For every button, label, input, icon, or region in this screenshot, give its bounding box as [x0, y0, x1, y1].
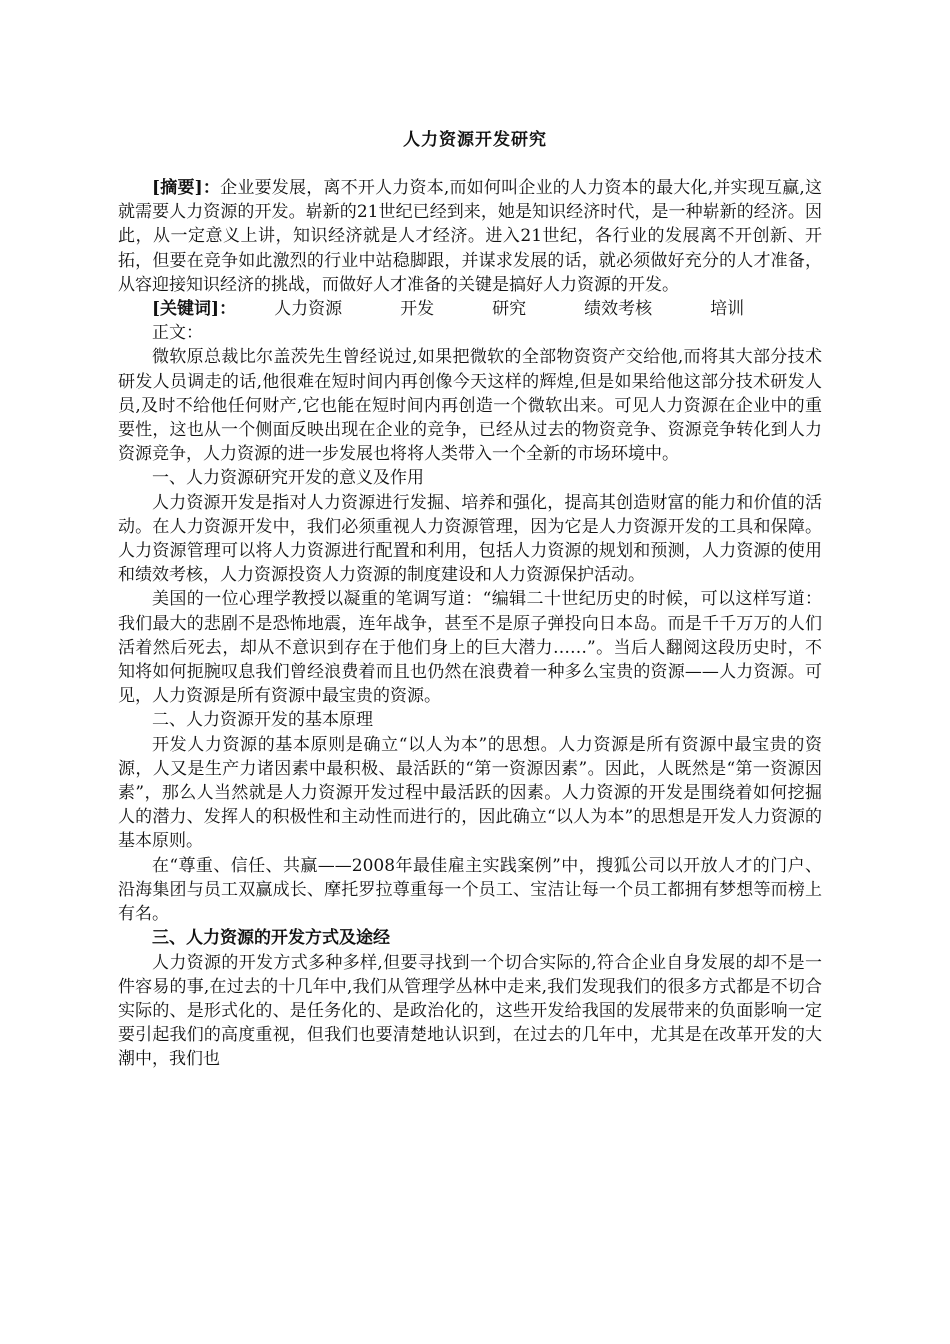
keyword-item: 培训: [710, 299, 745, 320]
keyword-item: 绩效考核: [584, 299, 653, 320]
document-body: [118, 176, 822, 1072]
section1-paragraph: 美国的一位心理学教授以凝重的笔调写道：“编辑二十世纪历史的时候，可以这样写道：我们最大的悲剧不是恐怖地震，连年战争，甚至不是原子弹投向日本岛。而是千千万万的人们活着然后死去，却从不意识到存在于他们身上的巨大潜力……”。当后人翻阅这段历史时，不知将如何扼腕叹息我们曾经浪费着而且也仍然在浪费着一种多么宝贵的资源——人力资源。可见，人力资源是所有资源中最宝贵的资源。: [118, 589, 822, 707]
intro-paragraph: 微软原总裁比尔盖茨先生曾经说过,如果把微软的全部物资资产交给他,而将其大部分技术研发人员调走的话,他很难在短时间内再创像今天这样的辉煌,但是如果给他这部分技术研发人员,及时不给他任何财产,它也能在短时间内再创造一个微软出来。可见人力资源在企业中的重要性，这也从一个侧面反映出现在企业的竞争，已经从过去的物资竞争、资源竞争转化到人力资源竞争，人力资源的进一步发展也将将人类带入一个全新的市场环境中。: [118, 347, 822, 465]
section-heading-3: 三、人力资源的开发方式及途经: [152, 928, 390, 949]
section1-paragraph: 人力资源开发是指对人力资源进行发掘、培养和强化，提高其创造财富的能力和价值的活动。在人力资源开发中，我们必须重视人力资源管理，因为它是人力资源开发的工具和保障。人力资源管理可以将人力资源进行配置和利用，包括人力资源的规划和预测，人力资源的使用和绩效考核，人力资源投资人力资源的制度建设和人力资源保护活动。: [118, 492, 822, 586]
abstract-text: 企业要发展，离不开人力资本,而如何叫企业的人力资本的最大化,并实现互赢,这就需要人力资源的开发。崭新的21世纪已经到来，她是知识经济时代，是一种崭新的经济。因此，从一定意义上讲，知识经济就是人才经济。进入21世纪，各行业的发展离不开创新、开拓，但要在竞争如此激烈的行业中站稳脚跟，并谋求发展的话，就必须做好充分的人才准备，从容迎接知识经济的挑战，而做好人才准备的关键是搞好人力资源的开发。: [118, 178, 822, 295]
section2-paragraph: 开发人力资源的基本原则是确立“以人为本”的思想。人力资源是所有资源中最宝贵的资源，人又是生产力诸因素中最积极、最活跃的“第一资源因素”。因此，人既然是“第一资源因素”，那么人当然就是人力资源开发过程中最活跃的因素。人力资源的开发是围绕着如何挖掘人的潜力、发挥人的积极性和主动性而进行的，因此确立“以人为本”的思想是开发人力资源的基本原则。: [118, 734, 822, 852]
section2-paragraph: 在“尊重、信任、共赢——2008年最佳雇主实践案例”中，搜狐公司以开放人才的门户、沿海集团与员工双赢成长、摩托罗拉尊重每一个员工、宝洁让每一个员工都拥有梦想等而榜上有名。: [118, 855, 822, 925]
document-title: 人力资源开发研究: [403, 130, 547, 150]
keywords-line: [118, 297, 822, 321]
section-heading-1: 一、人力资源研究开发的意义及作用: [152, 468, 424, 489]
keywords-label: [关键词]：: [152, 299, 237, 320]
keyword-item: 人力资源: [274, 299, 343, 320]
keyword-item: 研究: [492, 299, 527, 320]
body-label: 正文：: [152, 323, 203, 344]
keyword-item: 开发: [400, 299, 435, 320]
abstract-paragraph: [118, 176, 822, 297]
section-heading-2: 二、人力资源开发的基本原理: [152, 710, 373, 731]
section3-paragraph: 人力资源的开发方式多种多样,但要寻找到一个切合实际的,符合企业自身发展的却不是一件容易的事,在过去的十几年中,我们从管理学丛林中走来,我们发现我们的很多方式都是不切合实际的、是形式化的、是任务化的、是政治化的，这些开发给我国的发展带来的负面影响一定要引起我们的高度重视，但我们也要清楚地认识到，在过去的几年中，尤其是在改革开发的大潮中，我们也: [118, 952, 822, 1070]
abstract-label: [摘要]：: [152, 178, 221, 198]
